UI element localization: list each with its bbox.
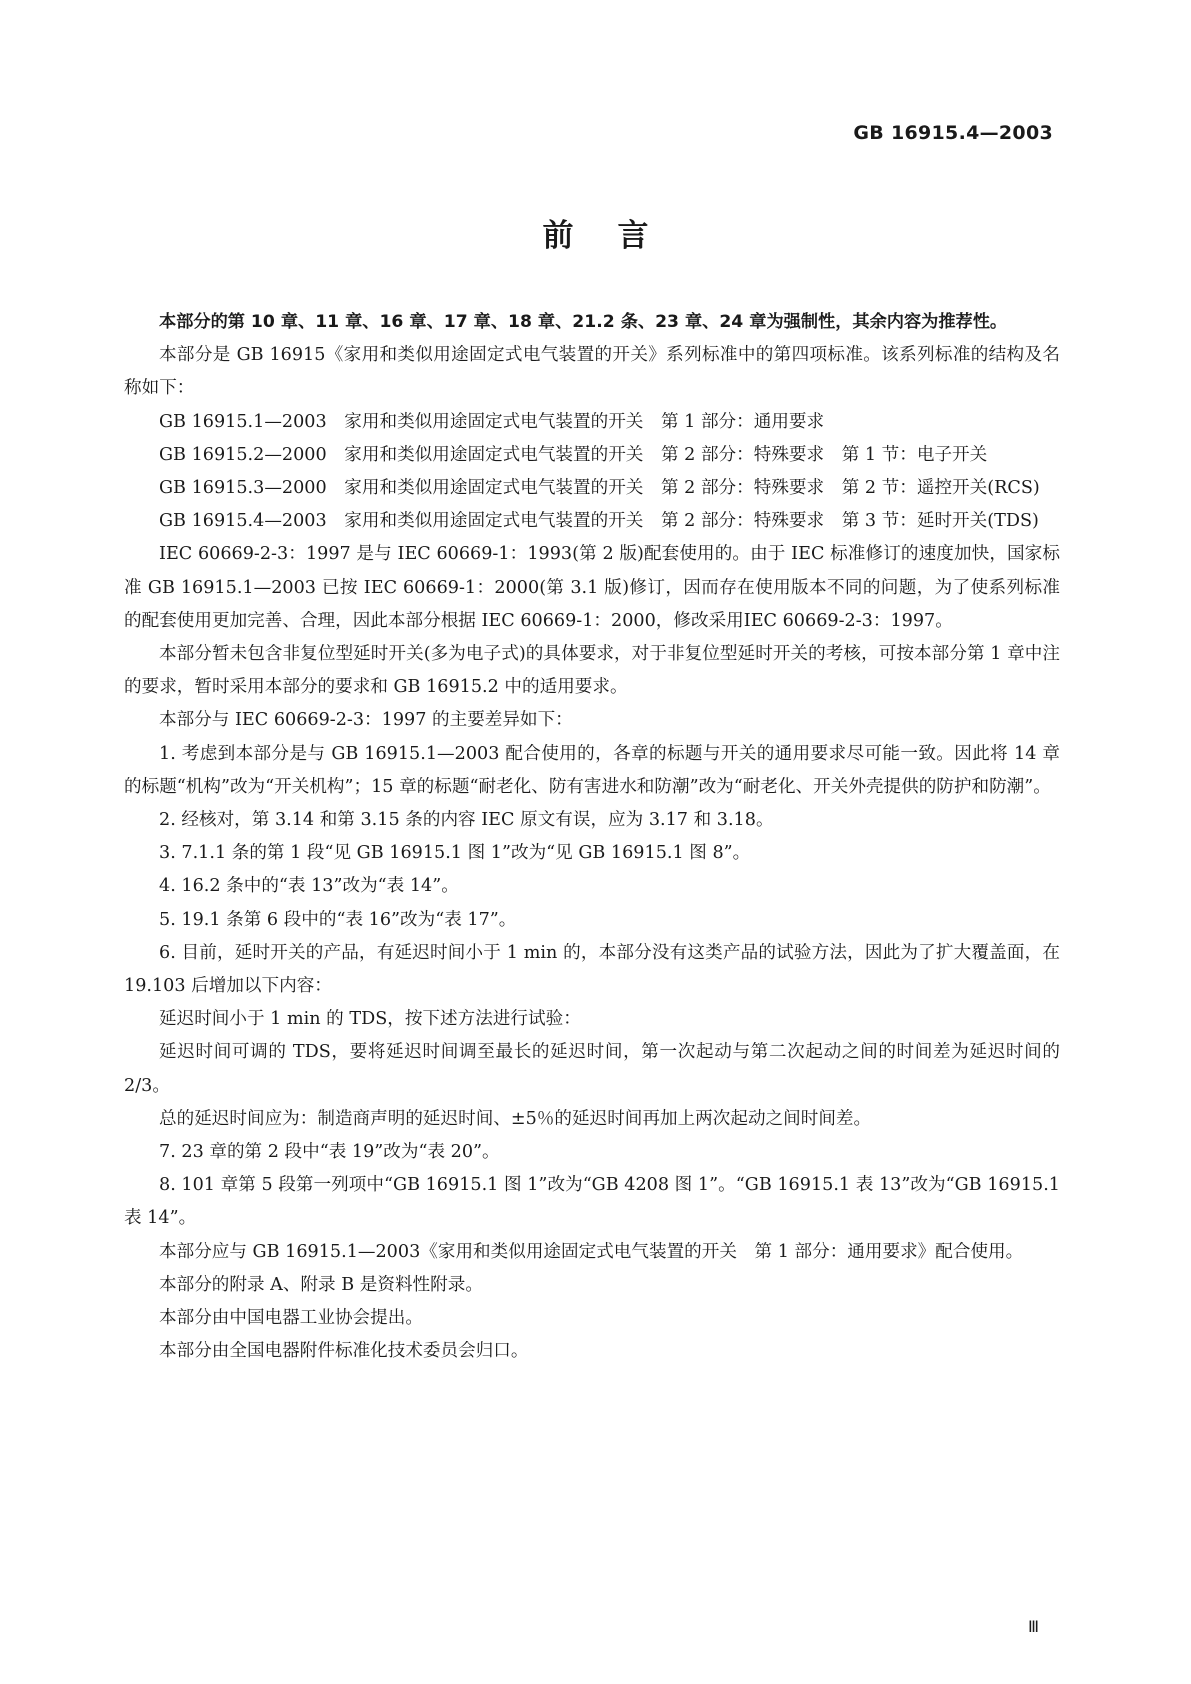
proposer-paragraph: 本部分由中国电器工业协会提出。 — [159, 1308, 423, 1329]
difference-item-4: 4. 16.2 条中的“表 13”改为“表 14”。 — [159, 876, 459, 897]
difference-item-1: 1. 考虑到本部分是与 GB 16915.1—2003 配合使用的，各章的标题与开关的通用要求尽可能一致。因此将 14 章的标题“机构”改为“开关机构”；15 章的标题“耐老化、防有害进水和防潮”改为“耐老化、开关外壳提供的防护和防潮”。 — [124, 743, 1060, 797]
difference-item-5: 5. 19.1 条第 6 段中的“表 16”改为“表 17”。 — [159, 909, 517, 930]
usage-paragraph: 本部分应与 GB 16915.1—2003《家用和类似用途固定式电气装置的开关 第 1 部分：通用要求》配合使用。 — [159, 1241, 1024, 1262]
series-part-1: GB 16915.1—2003 家用和类似用途固定式电气装置的开关 第 1 部分：通用要求 — [159, 411, 825, 432]
differences-intro: 本部分与 IEC 60669-2-3：1997 的主要差异如下： — [159, 710, 573, 731]
series-part-3: GB 16915.3—2000 家用和类似用途固定式电气装置的开关 第 2 部分：特殊要求 第 2 节：遥控开关(RCS) — [159, 478, 1040, 499]
annex-paragraph: 本部分的附录 A、附录 B 是资料性附录。 — [159, 1274, 483, 1295]
committee-paragraph: 本部分由全国电器附件标准化技术委员会归口。 — [159, 1341, 529, 1362]
mandatory-clause-statement: 本部分的第 10 章、11 章、16 章、17 章、18 章、21.2 条、23 章、24 章为强制性，其余内容为推荐性。 — [159, 312, 1008, 332]
page-number: Ⅲ — [1027, 1619, 1039, 1636]
difference-item-7: 7. 23 章的第 2 段中“表 19”改为“表 20”。 — [159, 1142, 500, 1163]
difference-item-6: 6. 目前，延时开关的产品，有延迟时间小于 1 min 的，本部分没有这类产品的试验方法，因此为了扩大覆盖面，在 19.103 后增加以下内容： — [124, 942, 1060, 997]
difference-item-6-detail-a: 延迟时间小于 1 min 的 TDS，按下述方法进行试验： — [159, 1009, 581, 1030]
series-part-2: GB 16915.2—2000 家用和类似用途固定式电气装置的开关 第 2 部分：特殊要求 第 1 节：电子开关 — [159, 444, 988, 465]
iec-relation-paragraph: IEC 60669-2-3：1997 是与 IEC 60669-1：1993(第 2 版)配套使用的。由于 IEC 标准修订的速度加快，国家标准 GB 16915.1—2003 已按 IEC 60669-1：2000(第 3.1 版)修订，因而存在使用版本不同的问题，为了使系列标准的配套使用更加完善、合理，因此本部分根据 IEC 60669-1：2000，修改采用IEC 60669-2-3：1997。 — [124, 544, 1060, 631]
foreword-body — [124, 306, 1060, 1369]
standard-code: GB 16915.4—2003 — [853, 122, 1053, 144]
difference-item-6-detail-b: 延迟时间可调的 TDS，要将延迟时间调至最长的延迟时间，第一次起动与第二次起动之间的时间差为延迟时间的 2/3。 — [124, 1042, 1060, 1096]
difference-item-2: 2. 经核对，第 3.14 和第 3.15 条的内容 IEC 原文有误，应为 3.17 和 3.18。 — [159, 810, 774, 831]
series-part-4: GB 16915.4—2003 家用和类似用途固定式电气装置的开关 第 2 部分：特殊要求 第 3 节：延时开关(TDS) — [159, 511, 1039, 532]
non-reset-tds-paragraph: 本部分暂未包含非复位型延时开关(多为电子式)的具体要求，对于非复位型延时开关的考核，可按本部分第 1 章中注的要求，暂时采用本部分的要求和 GB 16915.2 中的适用要求。 — [124, 644, 1060, 698]
series-intro-paragraph: 本部分是 GB 16915《家用和类似用途固定式电气装置的开关》系列标准中的第四项标准。该系列标准的结构及名称如下： — [124, 345, 1060, 399]
difference-item-8: 8. 101 章第 5 段第一列项中“GB 16915.1 图 1”改为“GB 4208 图 1”。“GB 16915.1 表 13”改为“GB 16915.1 表 14”。 — [124, 1175, 1060, 1229]
difference-item-3: 3. 7.1.1 条的第 1 段“见 GB 16915.1 图 1”改为“见 GB 16915.1 图 8”。 — [159, 843, 751, 864]
difference-item-6-detail-c: 总的延迟时间应为：制造商声明的延迟时间、±5％的延迟时间再加上两次起动之间时间差。 — [159, 1108, 872, 1129]
page-title: 前言 — [542, 218, 693, 254]
